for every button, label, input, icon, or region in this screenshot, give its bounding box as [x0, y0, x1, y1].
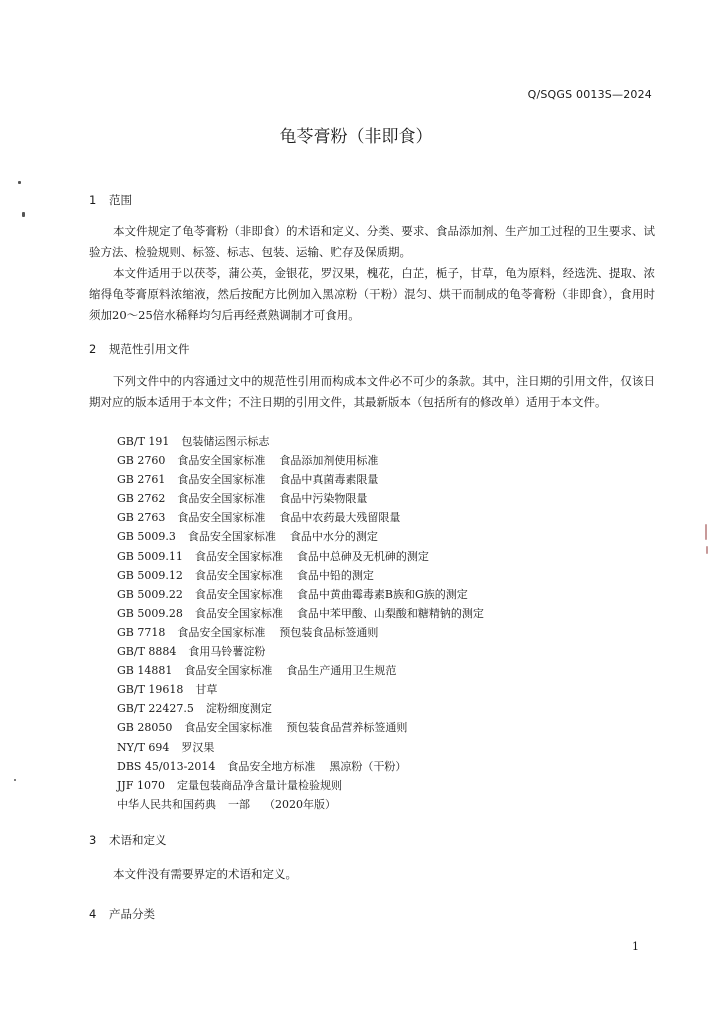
standard-code: Q/SQGS 0013S—2024 [527, 88, 652, 101]
reference-item: GB 5009.12 食品安全国家标准 食品中铅的测定 [117, 568, 374, 582]
section-2-intro: 下列文件中的内容通过文中的规范性引用而构成本文件必不可少的条款。其中，注日期的引用文件，仅该日期对应的版本适用于本文件；不注日期的引用文件，其最新版本（包括所有的修改单）适用于本文件。 [89, 374, 655, 409]
section-1-heading [89, 192, 132, 208]
scan-edge-mark [706, 546, 708, 554]
section-number: 2 [89, 342, 97, 356]
section-2-heading [89, 341, 190, 357]
section-1-paragraph-1: 本文件规定了龟苓膏粉（非即食）的术语和定义、分类、要求、食品添加剂、生产加工过程的卫生要求、试验方法、检验规则、标签、标志、包装、运输、贮存及保质期。 [89, 224, 655, 259]
reference-item: GB 5009.28 食品安全国家标准 食品中苯甲酸、山梨酸和糖精钠的测定 [117, 606, 484, 620]
page-number: 1 [632, 940, 639, 953]
section-title: 产品分类 [109, 907, 155, 921]
reference-item: GB 2763 食品安全国家标准 食品中农药最大残留限量 [117, 511, 401, 525]
reference-item: GB/T 8884 食用马铃薯淀粉 [117, 645, 266, 659]
reference-item: GB 7718 食品安全国家标准 预包装食品标签通则 [117, 625, 379, 639]
scan-edge-mark [705, 524, 707, 540]
section-number: 1 [89, 193, 97, 207]
section-title: 范围 [109, 193, 132, 207]
section-number: 3 [89, 833, 97, 847]
section-3-heading [89, 832, 167, 848]
section-title: 术语和定义 [109, 833, 167, 847]
section-title: 规范性引用文件 [109, 342, 190, 356]
section-4-heading [89, 906, 155, 922]
section-3-paragraph-1: 本文件没有需要界定的术语和定义。 [113, 867, 297, 881]
reference-item: GB/T 191 包装储运图示标志 [117, 435, 270, 448]
document-title: 龟苓膏粉（非即食） [279, 127, 433, 147]
normative-references-list [117, 432, 484, 814]
reference-item: JJF 1070 定量包装商品净含量计量检验规则 [117, 778, 342, 792]
reference-item: GB 5009.3 食品安全国家标准 食品中水分的测定 [117, 530, 378, 544]
section-number: 4 [89, 907, 97, 921]
reference-item: GB 14881 食品安全国家标准 食品生产通用卫生规范 [117, 664, 397, 678]
reference-item: 中华人民共和国药典 一部 （2020年版） [117, 797, 336, 811]
scan-speck [18, 181, 21, 184]
reference-item: GB/T 22427.5 淀粉细度测定 [117, 702, 272, 716]
reference-item: GB 2762 食品安全国家标准 食品中污染物限量 [117, 492, 368, 506]
reference-item: GB 2760 食品安全国家标准 食品添加剂使用标准 [117, 454, 379, 468]
reference-item: GB/T 19618 甘草 [117, 683, 218, 697]
section-1-paragraph-2: 本文件适用于以茯苓，蒲公英，金银花，罗汉果，槐花，白芷，栀子，甘草，龟为原料，经选洗、提取、浓缩得龟苓膏原料浓缩液，然后按配方比例加入黑凉粉（干粉）混匀、烘干而制成的龟苓膏粉（非即食），食用时须加20～25倍水稀释均匀后再经煮熟调制才可食用。 [89, 266, 655, 322]
reference-item: GB 5009.22 食品安全国家标准 食品中黄曲霉毒素B族和G族的测定 [117, 587, 468, 601]
reference-item: GB 5009.11 食品安全国家标准 食品中总砷及无机砷的测定 [117, 549, 429, 563]
reference-item: NY/T 694 罗汉果 [117, 740, 215, 754]
scan-speck [14, 779, 16, 781]
reference-item: DBS 45/013-2014 食品安全地方标准 黑凉粉（干粉） [117, 759, 407, 773]
reference-item: GB 28050 食品安全国家标准 预包装食品营养标签通则 [117, 721, 408, 735]
scan-speck [22, 212, 25, 217]
reference-item: GB 2761 食品安全国家标准 食品中真菌毒素限量 [117, 473, 379, 487]
